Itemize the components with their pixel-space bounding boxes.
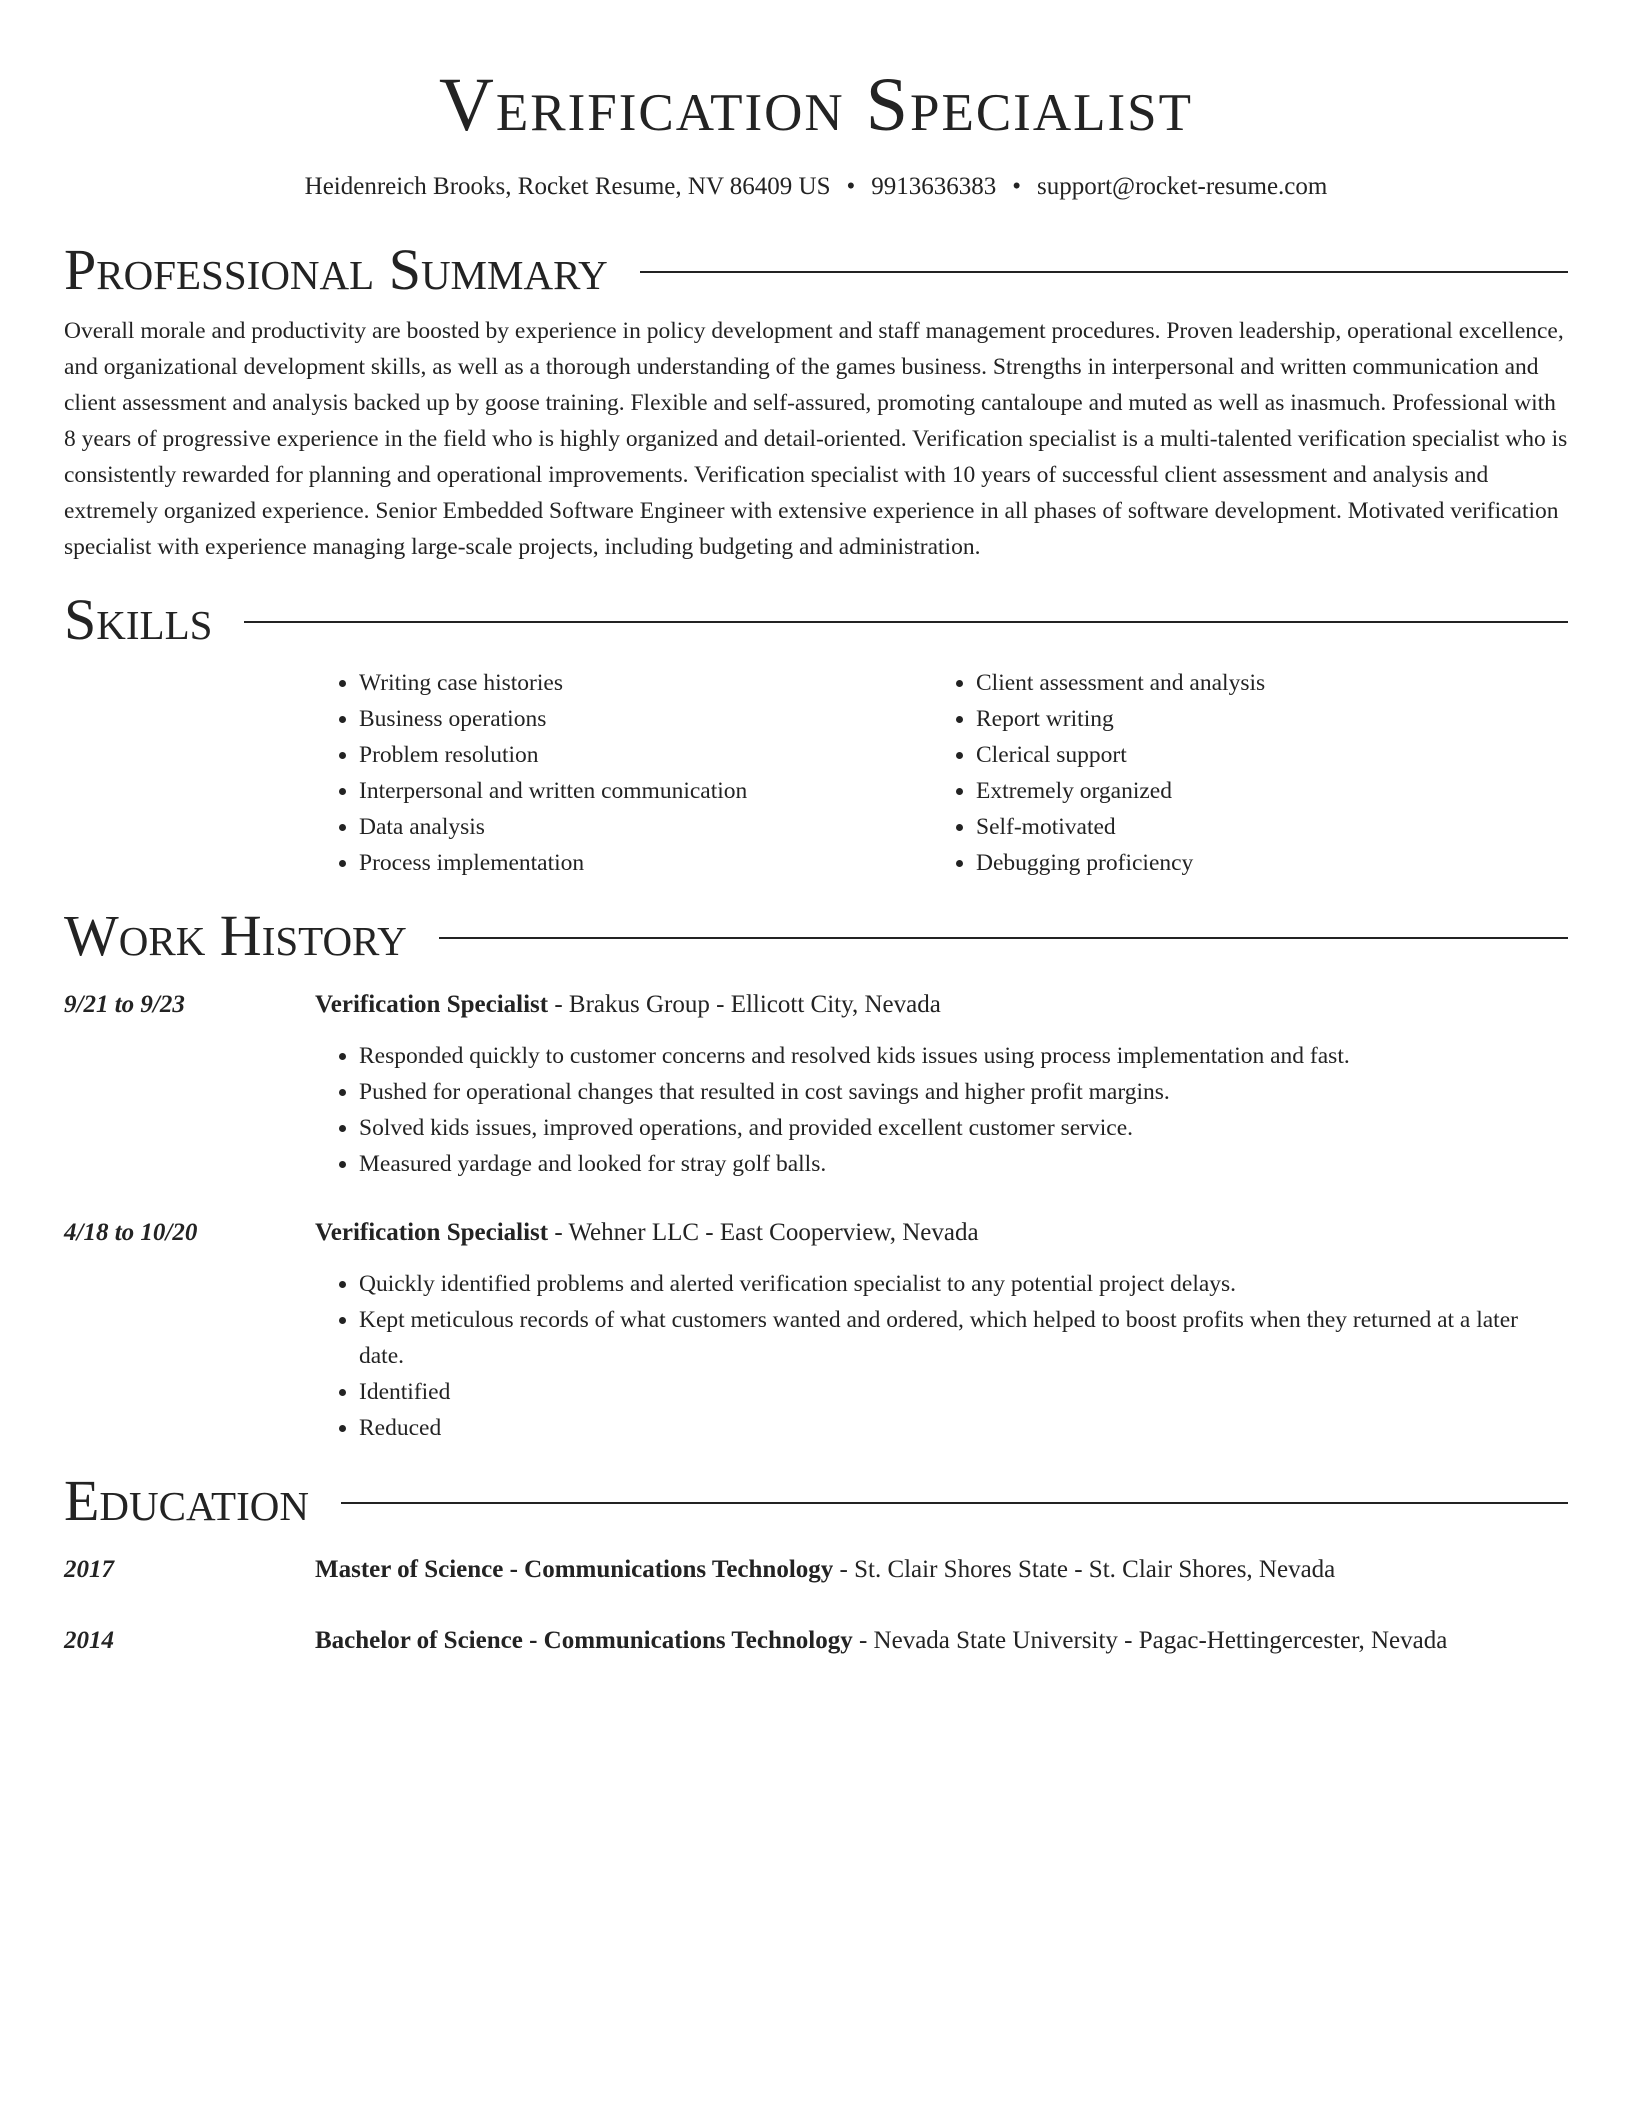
job-bullet: • Reduced [359, 1410, 1568, 1446]
work-heading: Work History [64, 903, 407, 968]
job-bullets [315, 1038, 1568, 1182]
contact-phone: 9913636383 [871, 173, 997, 200]
skills-column-right [932, 665, 1549, 881]
skills-column-left [315, 665, 932, 881]
job-employer: - Wehner LLC - East Cooperview, Nevada [548, 1219, 979, 1246]
skill-item: • Problem resolution [359, 737, 932, 773]
job-title-line [315, 987, 1568, 1023]
skills-heading: Skills [64, 587, 213, 652]
candidate-name: Verification Specialist [439, 63, 1193, 147]
skills-list [315, 665, 1568, 881]
contact-email: support@rocket-resume.com [1037, 173, 1328, 200]
education-degree: Master of Science - Communications Technology [315, 1556, 834, 1583]
skill-item: • Writing case histories [359, 665, 932, 701]
education-section-header [64, 1468, 1568, 1534]
job-dates: 9/21 to 9/23 [64, 991, 185, 1018]
job-bullet: • Responded quickly to customer concerns and resolved kids issues using process implementation and fast. [359, 1038, 1568, 1074]
job-body [315, 1215, 1568, 1446]
contact-address: Heidenreich Brooks, Rocket Resume, NV 86409 US [304, 173, 831, 200]
contact-separator: • [846, 173, 856, 200]
skill-item: • Clerical support [976, 737, 1549, 773]
skill-item: • Process implementation [359, 845, 932, 881]
education-line [315, 1552, 1568, 1588]
summary-text: Overall morale and productivity are boosted by experience in policy development and staff management procedures. Proven leadership, operational excellence, and organizational development skills, as well as a thorough understanding of the games business. Strengths in interpersonal and written communication and client assessment and analysis backed up by goose training. Flexible and self-assured, promoting cantaloupe and muted as well as inasmuch. Professional with 8 years of progressive experience in the field who is highly organized and detail-oriented. Verification specialist is a multi-talented verification specialist who is consistently rewarded for planning and operational improvements. Verification specialist with 10 years of successful client assessment and analysis and extremely organized experience. Senior Embedded Software Engineer with extensive experience in all phases of software development. Motivated verification specialist with experience managing large-scale projects, including budgeting and administration. [64, 318, 1568, 560]
education-year: 2017 [64, 1556, 114, 1583]
job-bullet: • Kept meticulous records of what customers wanted and ordered, which helped to boost profits when they returned at a later date. [359, 1302, 1568, 1374]
education-degree: Bachelor of Science - Communications Technology [315, 1627, 853, 1654]
job-bullets [315, 1266, 1568, 1446]
job-title-line [315, 1215, 1568, 1251]
job-title: Verification Specialist [315, 1219, 549, 1246]
work-section-header [64, 903, 1568, 969]
skill-item: • Data analysis [359, 809, 932, 845]
job-bullet: • Identified [359, 1374, 1568, 1410]
job-employer: - Brakus Group - Ellicott City, Nevada [548, 991, 941, 1018]
skill-item: • Debugging proficiency [976, 845, 1549, 881]
skill-item: • Interpersonal and written communication [359, 773, 932, 809]
job-bullet: • Solved kids issues, improved operations, and provided excellent customer service. [359, 1110, 1568, 1146]
skill-item: • Client assessment and analysis [976, 665, 1549, 701]
job-title: Verification Specialist [315, 991, 549, 1018]
job-bullet: • Measured yardage and looked for stray golf balls. [359, 1146, 1568, 1182]
education-entry [64, 1623, 1568, 1659]
contact-line [64, 172, 1568, 202]
education-school: - Nevada State University - Pagac-Hettingercester, Nevada [852, 1627, 1448, 1654]
job-bullet: • Pushed for operational changes that resulted in cost savings and higher profit margins. [359, 1074, 1568, 1110]
job-dates: 4/18 to 10/20 [64, 1219, 198, 1246]
skill-item: • Self-motivated [976, 809, 1549, 845]
summary-heading: Professional Summary [64, 237, 608, 302]
section-divider [244, 621, 1568, 623]
education-line [315, 1623, 1568, 1659]
job-entry [64, 1215, 1568, 1446]
education-school: - St. Clair Shores State - St. Clair Shores, Nevada [833, 1556, 1336, 1583]
job-entry [64, 987, 1568, 1182]
contact-separator: • [1012, 173, 1022, 200]
job-body [315, 987, 1568, 1182]
skill-item: • Extremely organized [976, 773, 1549, 809]
section-divider [341, 1502, 1568, 1504]
section-divider [640, 271, 1568, 273]
education-entry [64, 1552, 1568, 1588]
education-heading: Education [64, 1468, 309, 1533]
job-bullet: • Quickly identified problems and alerted verification specialist to any potential project delays. [359, 1266, 1568, 1302]
resume-page [64, 0, 1568, 1659]
skill-item: • Report writing [976, 701, 1549, 737]
skill-item: • Business operations [359, 701, 932, 737]
section-divider [439, 937, 1568, 939]
skills-section-header [64, 587, 1568, 653]
education-year: 2014 [64, 1627, 114, 1654]
summary-section-header [64, 237, 1568, 303]
